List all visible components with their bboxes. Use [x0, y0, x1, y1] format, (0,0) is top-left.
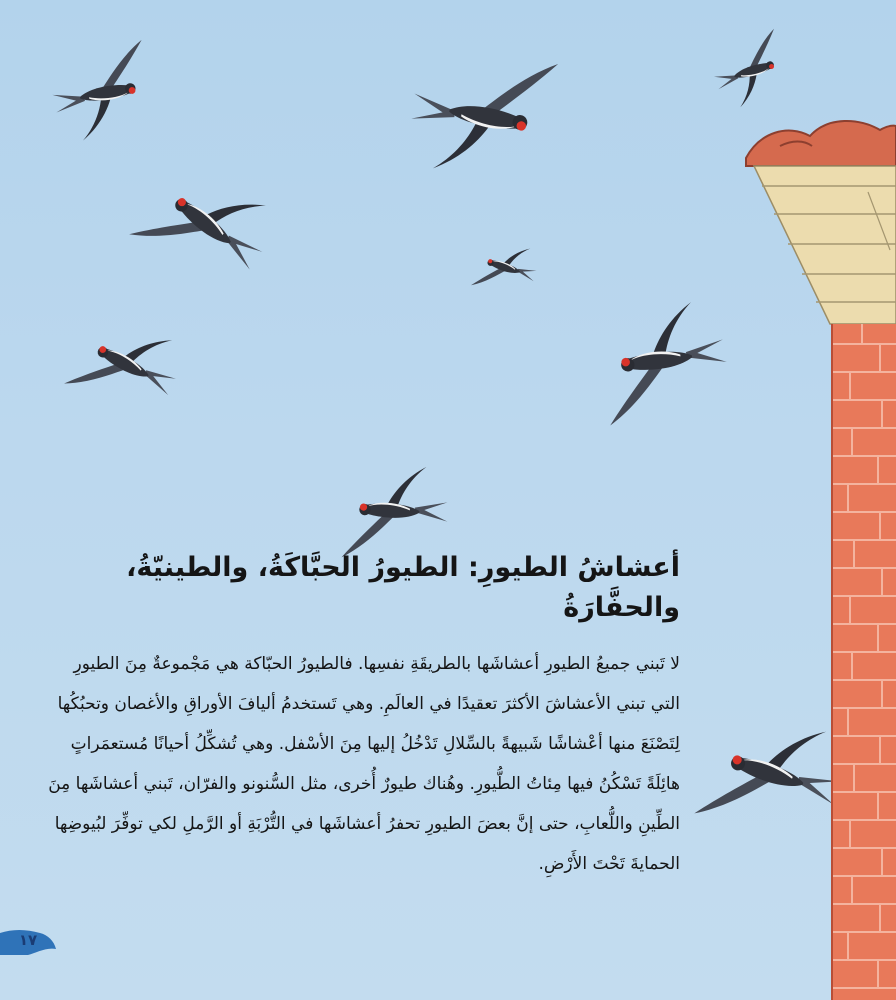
swallow-bird	[400, 36, 558, 189]
page-number: ١٧	[18, 931, 38, 949]
article-text	[40, 548, 680, 884]
swallow-bird	[47, 40, 155, 144]
swallow-bird	[471, 234, 544, 305]
article-body: لا تَبني جميعُ الطيورِ أعشاشَها بالطريقَةِ نفسِها. فالطيورُ الحبّاكة هي مَجْموعةٌ مِنَ الطيورِ التي تبني الأعشاشَ الأكثرَ تعقيدًا في العالَمِ. وهي تَستخدمُ أليافَ الأوراقِ والأغصان وتحبُكُها لِتَصْنَعَ منها أعْشاشًا شَبيهةً بالسِّلالِ تَدْخُلُ إليها مِنَ الأسْفل. وهي تُشكِّلُ أحيانًا مُستعمَراتٍ هائِلَةً تَسْكُنُ فيها مِئاتُ الطُّيورِ. وهُناك طيورٌ أُخرى، مثل السُّنونو والفرّان، تَبني أعشاشَها مِنَ الطِّينِ واللُّعابِ، حتى إنَّ بعضَ الطيورِ تحفرُ أعشاشَها في التُّرْبَةِ أو الرَّملِ لكي توفِّرَ لبُيوضِها الحمايةَ تَحْتَ الأَرْضِ.	[48, 654, 680, 874]
article-heading: أعشاشُ الطيورِ: الطيورُ الحبَّاكَةُ، والطينيّةُ، والحفَّارَةُ	[126, 552, 680, 623]
swallow-bird	[600, 299, 731, 425]
brick-building	[740, 110, 896, 1000]
swallow-bird	[706, 29, 791, 112]
swallow-bird	[64, 304, 193, 431]
swallow-bird	[129, 150, 288, 308]
